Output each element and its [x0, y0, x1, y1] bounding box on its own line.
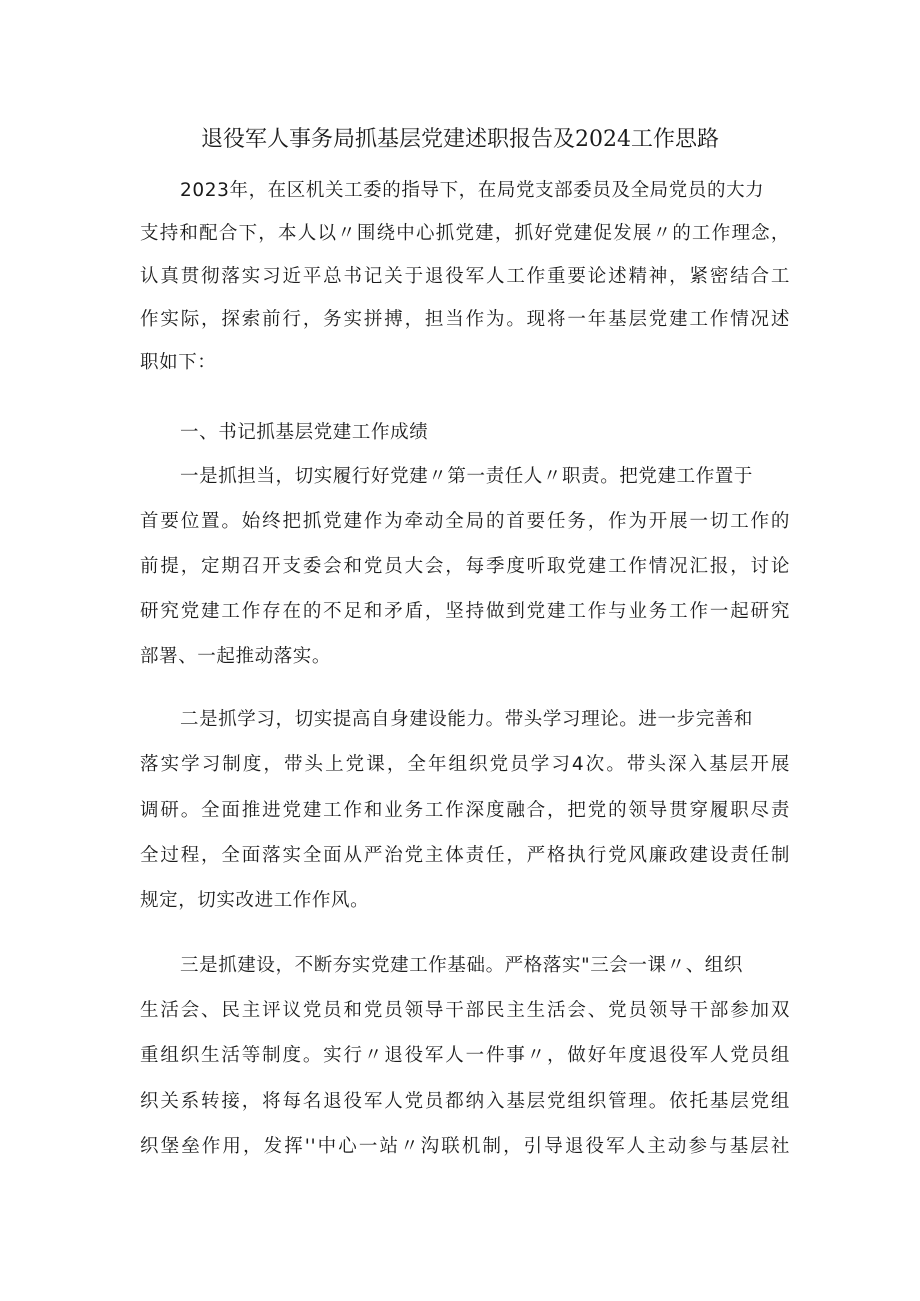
paragraph-line: 落实学习制度，带头上党课，全年组织党员学习4次。带头深入基层开展	[140, 754, 790, 775]
paragraph-line: 研究党建工作存在的不足和矛盾，坚持做到党建工作与业务工作一起研究	[140, 601, 790, 622]
paragraph-line: 支持和配合下，本人以〃围绕中心抓党建，抓好党建促发展〃的工作理念，	[140, 223, 790, 244]
paragraph-line: 首要位置。始终把抓党建作为牵动全局的首要任务，作为开展一切工作的	[140, 511, 790, 532]
section-heading: 一、书记抓基层党建工作成绩	[180, 422, 429, 443]
paragraph-line: 织堡垒作用，发挥''中心一站〃沟联机制，引导退役军人主动参与基层社	[140, 1136, 790, 1157]
paragraph-line: 生活会、民主评议党员和党员领导干部民主生活会、党员领导干部参加双	[140, 1000, 790, 1021]
paragraph-line: 2023年，在区机关工委的指导下，在局党支部委员及全局党员的大力	[180, 180, 765, 201]
paragraph-line: 前提，定期召开支委会和党员大会，每季度听取党建工作情况汇报，讨论	[140, 556, 790, 577]
paragraph-line: 二是抓学习，切实提高自身建设能力。带头学习理论。进一步完善和	[180, 709, 754, 730]
paragraph-line: 调研。全面推进党建工作和业务工作深度融合，把党的领导贯穿履职尽责	[140, 800, 790, 821]
paragraph-line: 织关系转接，将每名退役军人党员都纳入基层党组织管理。依托基层党组	[140, 1091, 790, 1112]
paragraph-line: 职如下：	[140, 352, 217, 373]
paragraph-line: 规定，切实改进工作作风。	[140, 890, 370, 911]
paragraph-line: 重组织生活等制度。实行〃退役军人一件事〃，做好年度退役军人党员组	[140, 1045, 790, 1066]
paragraph-line: 一是抓担当，切实履行好党建〃第一责任人〃职责。把党建工作置于	[180, 466, 754, 487]
paragraph-line: 认真贯彻落实习近平总书记关于退役军人工作重要论述精神，紧密结合工	[140, 266, 790, 287]
paragraph-line: 全过程，全面落实全面从严治党主体责任，严格执行党风廉政建设责任制	[140, 845, 790, 866]
document-title: 退役军人事务局抓基层党建述职报告及2024工作思路	[201, 127, 719, 152]
paragraph-line: 作实际，探索前行，务实拼搏，担当作为。现将一年基层党建工作情况述	[140, 309, 790, 330]
paragraph-line: 部署、一起推动落实。	[140, 646, 332, 667]
paragraph-line: 三是抓建设，不断夯实党建工作基础。严格落实"三会一课〃、组织	[180, 955, 744, 976]
